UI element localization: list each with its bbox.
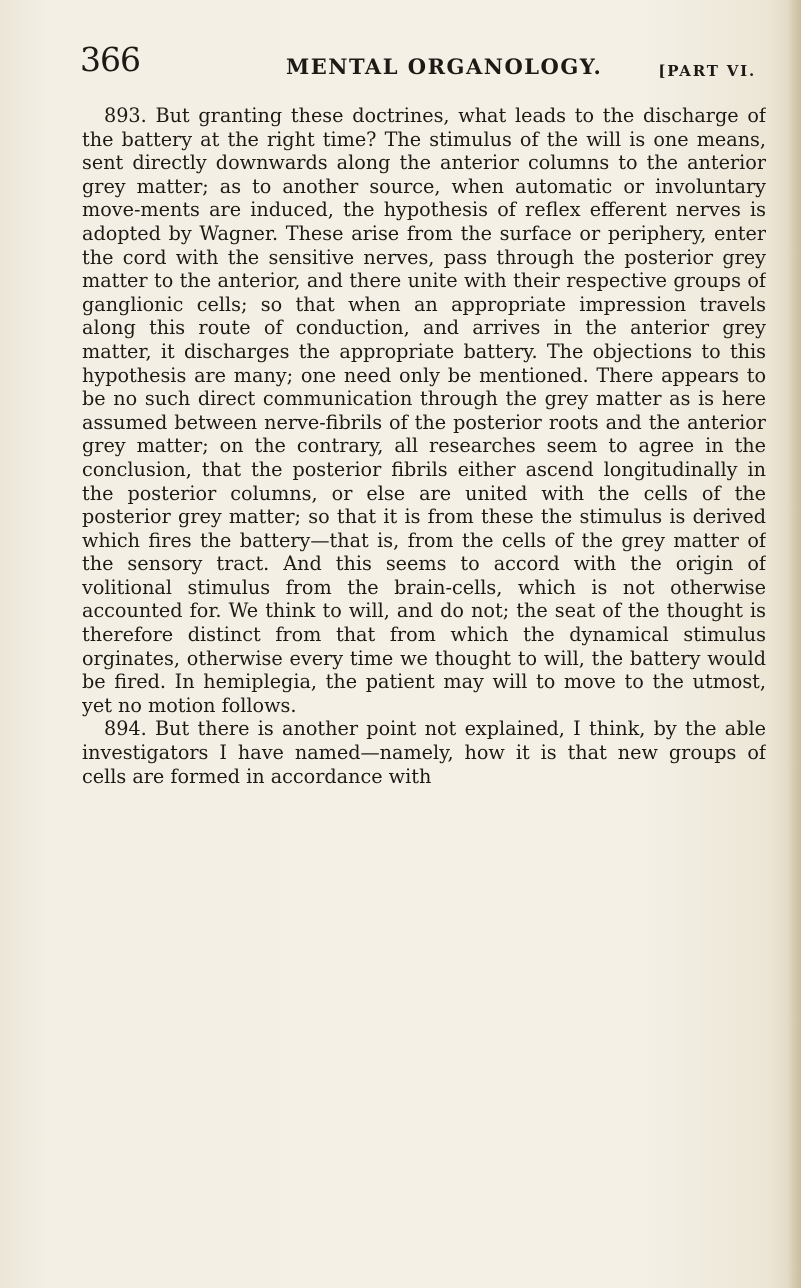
paragraph-894: 894. But there is another point not explained, I think, by the able investigators I have named—namely, how it is that new groups of cells are formed in accordance with	[82, 717, 766, 788]
paragraph-893: 893. But granting these doctrines, what leads to the discharge of the battery at the right time? The stimulus of the will is one means, sent directly downwards along the anterior columns to the anterior grey matter; as to another source, when automatic or involuntary move-ments are induced, the hypothesis of reflex efferent nerves is adopted by Wagner. These arise from the surface or periphery, enter the cord with the sensitive nerves, pass through the posterior grey matter to the anterior, and there unite with their respective groups of ganglionic cells; so that when an appropriate impression travels along this route of conduction, and arrives in the anterior grey matter, it discharges the appropriate battery. The objections to this hypothesis are many; one need only be mentioned. There appears to be no such direct communication through the grey matter as is here assumed between nerve-fibrils of the posterior roots and the anterior grey matter; on the contrary, all researches seem to agree in the conclusion, that the posterior fibrils either ascend longitudinally in the posterior columns, or else are united with the cells of the posterior grey matter; so that it is from these the stimulus is derived which fires the battery—that is, from the cells of the grey matter of the sensory tract. And this seems to accord with the origin of volitional stimulus from the brain-cells, which is not otherwise accounted for. We think to will, and do not; the seat of the thought is therefore distinct from that from which the dynamical stimulus orginates, otherwise every time we thought to will, the battery would be fired. In hemiplegia, the patient may will to move to the utmost, yet no motion follows.	[82, 104, 766, 717]
page-edge-shading	[787, 0, 801, 1288]
body-text	[82, 104, 766, 1234]
running-head	[80, 40, 760, 90]
part-label: [PART VI.	[658, 62, 756, 80]
running-title: MENTAL ORGANOLOGY.	[286, 54, 603, 79]
page-number: 366	[80, 40, 140, 79]
